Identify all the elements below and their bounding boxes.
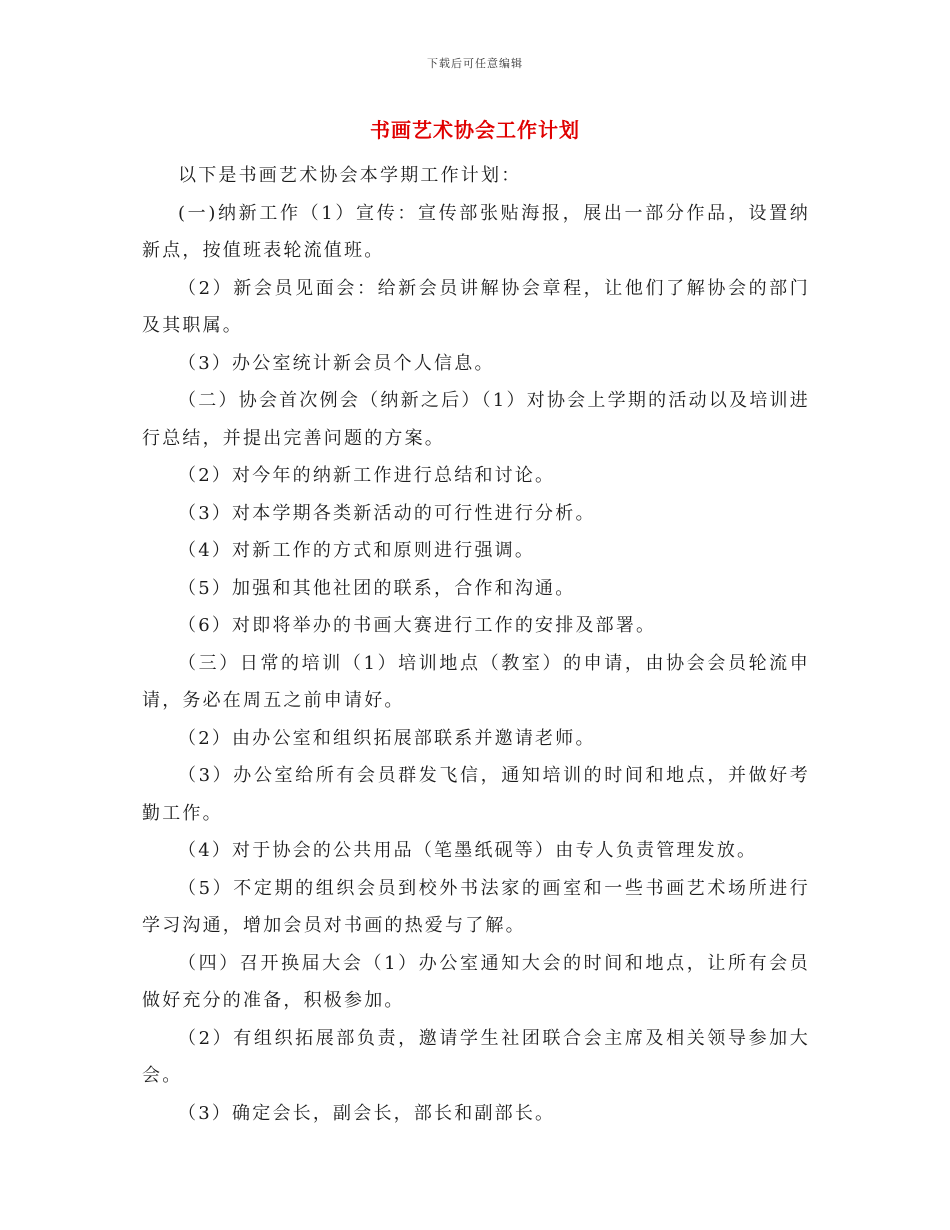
paragraph-intro: 以下是书画艺术协会本学期工作计划： [178,165,522,186]
paragraph-section-3-item-3: （3）办公室给所有会员群发飞信，通知培训的时间和地点，并做好考勤工作。 [142,765,810,824]
paragraph-section-1-item-1: (一)纳新工作（1）宣传：宣传部张贴海报，展出一部分作品，设置纳新点，按值班表轮流值班。 [142,202,810,261]
paragraph-section-4-item-2: （2）有组织拓展部负责，邀请学生社团联合会主席及相关领导参加大会。 [142,1027,810,1086]
paragraph-section-2-item-1: （二）协会首次例会（纳新之后）（1）对协会上学期的活动以及培训进行总结，并提出完善问题的方案。 [142,390,810,449]
paragraph-section-1-item-3: （3）办公室统计新会员个人信息。 [178,352,495,374]
paragraph-section-3-item-5: （5）不定期的组织会员到校外书法家的画室和一些书画艺术场所进行学习沟通，增加会员对书画的热爱与了解。 [142,877,810,936]
document-body [142,157,810,1132]
paragraph-section-3-item-1: （三）日常的培训（1）培训地点（教室）的申请，由协会会员轮流申请，务必在周五之前申请好。 [142,652,810,711]
paragraph-section-4-item-3: （3）确定会长，副会长，部长和副部长。 [178,1102,556,1124]
paragraph-section-2-item-4: （4）对新工作的方式和原则进行强调。 [178,540,536,561]
paragraph-section-1-item-2: （2）新会员见面会：给新会员讲解协会章程，让他们了解协会的部门及其职属。 [142,277,810,336]
paragraph-section-2-item-5: （5）加强和其他社团的联系，合作和沟通。 [178,577,576,599]
paragraph-section-2-item-6: （6）对即将举办的书画大赛进行工作的安排及部署。 [178,615,657,636]
paragraph-section-2-item-3: （3）对本学期各类新活动的可行性进行分析。 [178,502,596,524]
paragraph-section-2-item-2: （2）对今年的纳新工作进行总结和讨论。 [178,465,556,486]
header-note: 下载后可任意编辑 [427,57,523,70]
document-title: 书画艺术协会工作计划 [370,118,580,142]
paragraph-section-3-item-2: （2）由办公室和组织拓展部联系并邀请老师。 [178,727,596,749]
paragraph-section-3-item-4: （4）对于协会的公共用品（笔墨纸砚等）由专人负责管理发放。 [178,840,758,861]
paragraph-section-4-item-1: （四）召开换届大会（1）办公室通知大会的时间和地点，让所有会员做好充分的准备，积极参加。 [142,952,810,1011]
